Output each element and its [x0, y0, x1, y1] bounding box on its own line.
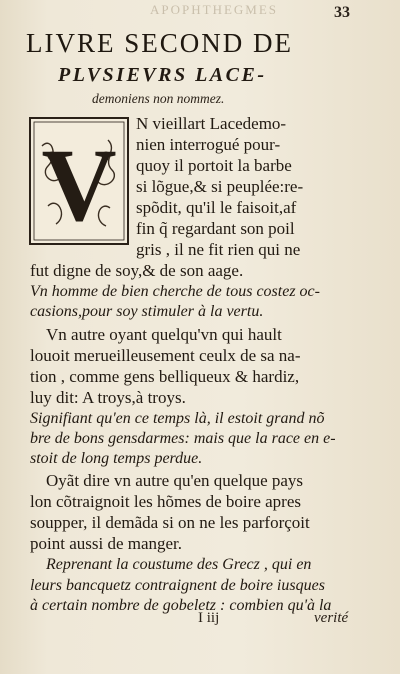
text-line: casions,pour soy stimuler à la vertu.	[30, 303, 264, 320]
catchword: verité	[314, 610, 349, 626]
text-line: fin q̃ regardant son poil	[136, 219, 295, 238]
text-line: point aussi de manger.	[30, 534, 183, 553]
text-line: bre de bons gensdarmes: mais que la race en e-	[30, 430, 336, 447]
text-line: Signifiant qu'en ce temps là, il estoit grand nõ	[30, 410, 325, 427]
text-line: lon cõtraignoit les hõmes de boire apres	[30, 492, 301, 511]
decorated-initial-v-icon	[28, 116, 130, 246]
text-line: Vn homme de bien cherche de tous costez oc-	[30, 283, 320, 300]
text-line: si lõgue,& si peuplée:re-	[136, 177, 304, 196]
text-line: Vn autre oyant quelqu'vn qui hault	[46, 325, 282, 344]
section-title: PLVSIEVRS LACE-	[58, 64, 267, 86]
text-line: stoit de long temps perdue.	[30, 450, 203, 467]
signature-mark: I iij	[198, 610, 220, 626]
text-line: nien interrogué pour-	[136, 135, 281, 154]
text-line: gris , il ne fit rien qui ne	[136, 240, 301, 259]
text-line: tion , comme gens belliqueux & hardiz,	[30, 367, 300, 386]
text-line: soupper, il demãda si on ne les parforçoit	[30, 513, 310, 532]
text-line: N vieillart Lacedemo-	[136, 114, 287, 133]
text-line: fut digne de soy,& de son aage.	[30, 261, 244, 280]
text-line: leurs bancquetz contraignent de boire iusques	[30, 577, 325, 594]
bleed-through-text: APOPHTHEGMES	[150, 2, 279, 17]
running-title: LIVRE SECOND DE	[26, 28, 293, 58]
text-line: Oyãt dire vn autre qu'en quelque pays	[46, 471, 304, 490]
svg-text:V: V	[41, 128, 117, 243]
page-number: 33	[334, 4, 350, 21]
text-line: louoit merueilleusement ceulx de sa na-	[30, 346, 301, 365]
text-line: spõdit, qu'il le faisoit,af	[136, 198, 297, 217]
section-subtitle: demoniens non nommez.	[92, 91, 225, 106]
text-line: quoy il portoit la barbe	[136, 156, 292, 175]
text-line: Reprenant la coustume des Grecz , qui en	[46, 556, 312, 573]
text-line: à certain nombre de gobeletz : combien qu'à la	[30, 597, 332, 614]
text-line: luy dit: A troys,à troys.	[30, 388, 186, 407]
